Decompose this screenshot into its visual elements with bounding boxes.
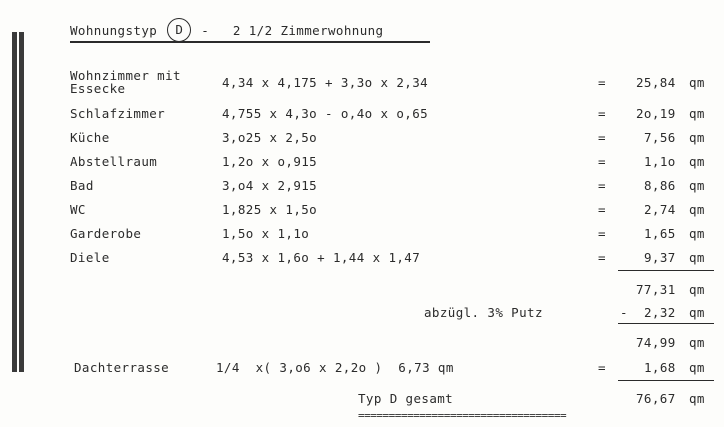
total-label: Typ D gesamt [358, 391, 454, 406]
minus-sign: - [620, 305, 628, 320]
room-value: 7,56 [644, 130, 676, 145]
unit-label: qm [689, 106, 705, 121]
equals-sign: = [598, 130, 606, 145]
unit-label: qm [689, 226, 705, 241]
unit-label: qm [689, 154, 705, 169]
total-value: 76,67 [636, 391, 676, 406]
subtotal-value: 77,31 [636, 282, 676, 297]
room-value: 2o,19 [636, 106, 676, 121]
deduction-label: abzügl. 3% Putz [424, 305, 543, 320]
equals-sign: = [598, 250, 606, 265]
subtotal-value: 74,99 [636, 335, 676, 350]
unit-label: qm [689, 282, 705, 297]
room-formula: 4,755 x 4,3o - o,4o x o,65 [222, 106, 429, 121]
equals-sign: = [598, 226, 606, 241]
unit-label: qm [689, 360, 705, 375]
sum-rule [618, 270, 714, 271]
terrace-formula: 1/4 x( 3,o6 x 2,2o ) 6,73 qm [216, 360, 454, 375]
room-name-line2: Essecke [70, 81, 126, 96]
room-name: Bad [70, 178, 94, 193]
room-formula: 1,5o x 1,1o [222, 226, 310, 241]
margin-bar [19, 32, 24, 372]
room-value: 1,65 [644, 226, 676, 241]
equals-sign: = [598, 178, 606, 193]
equals-sign: = [598, 75, 606, 90]
unit-label: qm [689, 250, 705, 265]
room-value: 2,74 [644, 202, 676, 217]
equals-sign: = [598, 106, 606, 121]
terrace-value: 1,68 [644, 360, 676, 375]
unit-label: qm [689, 178, 705, 193]
equals-sign: = [598, 360, 606, 375]
equals-sign: = [598, 154, 606, 169]
room-name: Abstellraum [70, 154, 158, 169]
room-value: 1,1o [644, 154, 676, 169]
unit-label: qm [689, 202, 705, 217]
room-value: 25,84 [636, 75, 676, 90]
room-formula: 3,o25 x 2,5o [222, 130, 318, 145]
room-formula: 1,2o x o,915 [222, 154, 318, 169]
terrace-name: Dachterrasse [74, 360, 170, 375]
unit-label: qm [689, 305, 705, 320]
room-name: WC [70, 202, 86, 217]
room-value: 9,37 [644, 250, 676, 265]
sum-rule [618, 380, 714, 381]
title-suffix: - 2 1/2 Zimmerwohnung [201, 22, 384, 38]
room-value: 8,86 [644, 178, 676, 193]
page-title [70, 18, 383, 42]
deduction-value: 2,32 [644, 305, 676, 320]
room-formula: 3,o4 x 2,915 [222, 178, 318, 193]
room-formula: 1,825 x 1,5o [222, 202, 318, 217]
room-name: Diele [70, 250, 110, 265]
type-letter-circle: D [167, 18, 191, 42]
margin-bar [12, 32, 17, 372]
room-name: Küche [70, 130, 110, 145]
unit-label: qm [689, 75, 705, 90]
room-name: Wohnzimmer mit [70, 68, 181, 83]
equals-sign: = [598, 202, 606, 217]
room-name: Schlafzimmer [70, 106, 166, 121]
sum-rule [618, 323, 714, 324]
unit-label: qm [689, 391, 705, 406]
unit-label: qm [689, 335, 705, 350]
title-underline [70, 41, 430, 43]
room-formula: 4,53 x 1,6o + 1,44 x 1,47 [222, 250, 421, 265]
room-name: Garderobe [70, 226, 142, 241]
room-formula: 4,34 x 4,175 + 3,3o x 2,34 [222, 75, 429, 90]
title-prefix: Wohnungstyp [70, 22, 158, 38]
total-double-rule: ================================== [358, 409, 567, 422]
unit-label: qm [689, 130, 705, 145]
